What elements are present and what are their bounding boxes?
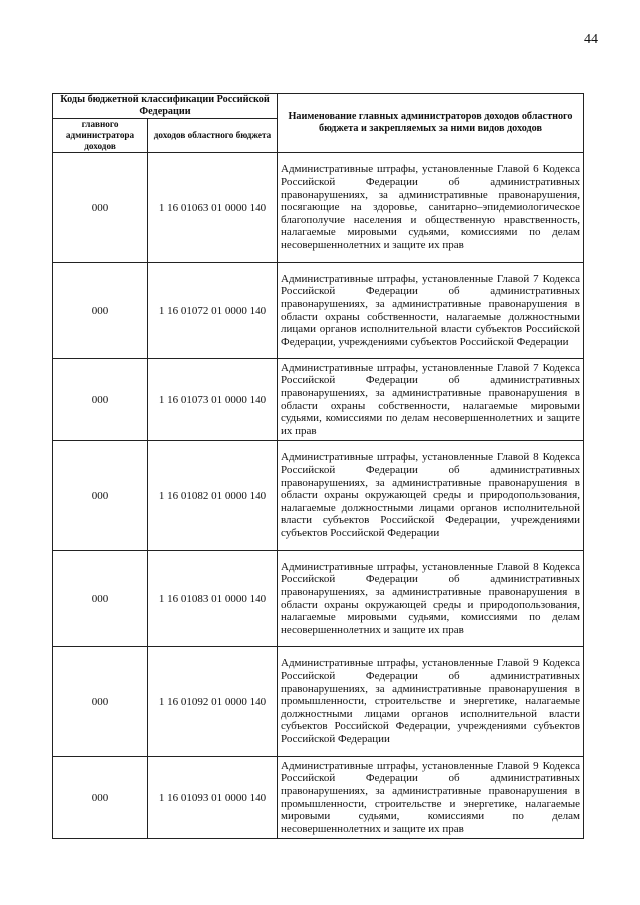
admin-code-cell: 000 (53, 153, 148, 263)
revenue-code-cell: 1 16 01082 01 0000 140 (148, 441, 278, 551)
page-number: 44 (584, 32, 598, 47)
revenue-code-cell: 1 16 01073 01 0000 140 (148, 359, 278, 441)
table-header (53, 94, 584, 153)
admin-code-cell: 000 (53, 757, 148, 839)
table-row (53, 441, 584, 551)
table-row (53, 647, 584, 757)
description-cell: Административные штрафы, установленные Главой 8 Кодекса Российской Федерации об административных правонарушениях, за административные правонарушения в области охраны окружающей среды и природопользования, налагаемые должностными лицами органов исполнительной власти субъектов Российской Федерации, учреждениями субъектов Российской Федерации (278, 441, 584, 551)
revenue-code-cell: 1 16 01063 01 0000 140 (148, 153, 278, 263)
header-classification-codes: Коды бюджетной классификации Российской Федерации (53, 94, 278, 119)
admin-code-cell: 000 (53, 359, 148, 441)
table-row (53, 757, 584, 839)
admin-code-cell: 000 (53, 441, 148, 551)
description-cell: Административные штрафы, установленные Главой 8 Кодекса Российской Федерации об административных правонарушениях, за административные правонарушения в области охраны окружающей среды и природопользования, налагаемые мировыми судьями, комиссиями по делам несовершеннолетних и защите их прав (278, 551, 584, 647)
revenue-code-cell: 1 16 01083 01 0000 140 (148, 551, 278, 647)
revenue-code-cell: 1 16 01092 01 0000 140 (148, 647, 278, 757)
description-cell: Административные штрафы, установленные Главой 9 Кодекса Российской Федерации об административных правонарушениях, за административные правонарушения в промышленности, строительстве и энергетике, налагаемые мировыми судьями, комиссиями по делам несовершеннолетних и защите их прав (278, 757, 584, 839)
table-row (53, 263, 584, 359)
table-row (53, 551, 584, 647)
header-main-administrator: главного администратора доходов (53, 119, 148, 153)
admin-code-cell: 000 (53, 263, 148, 359)
admin-code-cell: 000 (53, 647, 148, 757)
budget-classification-table (52, 93, 584, 839)
admin-code-cell: 000 (53, 551, 148, 647)
revenue-code-cell: 1 16 01093 01 0000 140 (148, 757, 278, 839)
description-cell: Административные штрафы, установленные Главой 6 Кодекса Российской Федерации об административных правонарушениях, за административные правонарушения, посягающие на здоровье, санитарно–эпидемиологическое благополучие населения и общественную нравственность, налагаемые мировыми судьями, комиссиями по делам несовершеннолетних и защите их прав (278, 153, 584, 263)
revenue-code-cell: 1 16 01072 01 0000 140 (148, 263, 278, 359)
description-cell: Административные штрафы, установленные Главой 7 Кодекса Российской Федерации об административных правонарушениях, за административные правонарушения в области охраны собственности, налагаемые мировыми судьями, комиссиями по делам несовершеннолетних и защите их прав (278, 359, 584, 441)
table-body (53, 153, 584, 839)
header-administrator-name: Наименование главных администраторов доходов областного бюджета и закрепляемых за ними видов доходов (278, 94, 584, 153)
header-regional-revenue: доходов областного бюджета (148, 119, 278, 153)
table-row (53, 359, 584, 441)
description-cell: Административные штрафы, установленные Главой 7 Кодекса Российской Федерации об административных правонарушениях, за административные правонарушения в области охраны собственности, налагаемые должностными лицами органов исполнительной власти субъектов Российской Федерации, учреждениями субъектов Российской Федерации (278, 263, 584, 359)
description-cell: Административные штрафы, установленные Главой 9 Кодекса Российской Федерации об административных правонарушениях, за административные правонарушения в промышленности, строительстве и энергетике, налагаемые должностными лицами органов исполнительной власти субъектов Российской Федерации, учреждениями субъектов Российской Федерации (278, 647, 584, 757)
table-row (53, 153, 584, 263)
